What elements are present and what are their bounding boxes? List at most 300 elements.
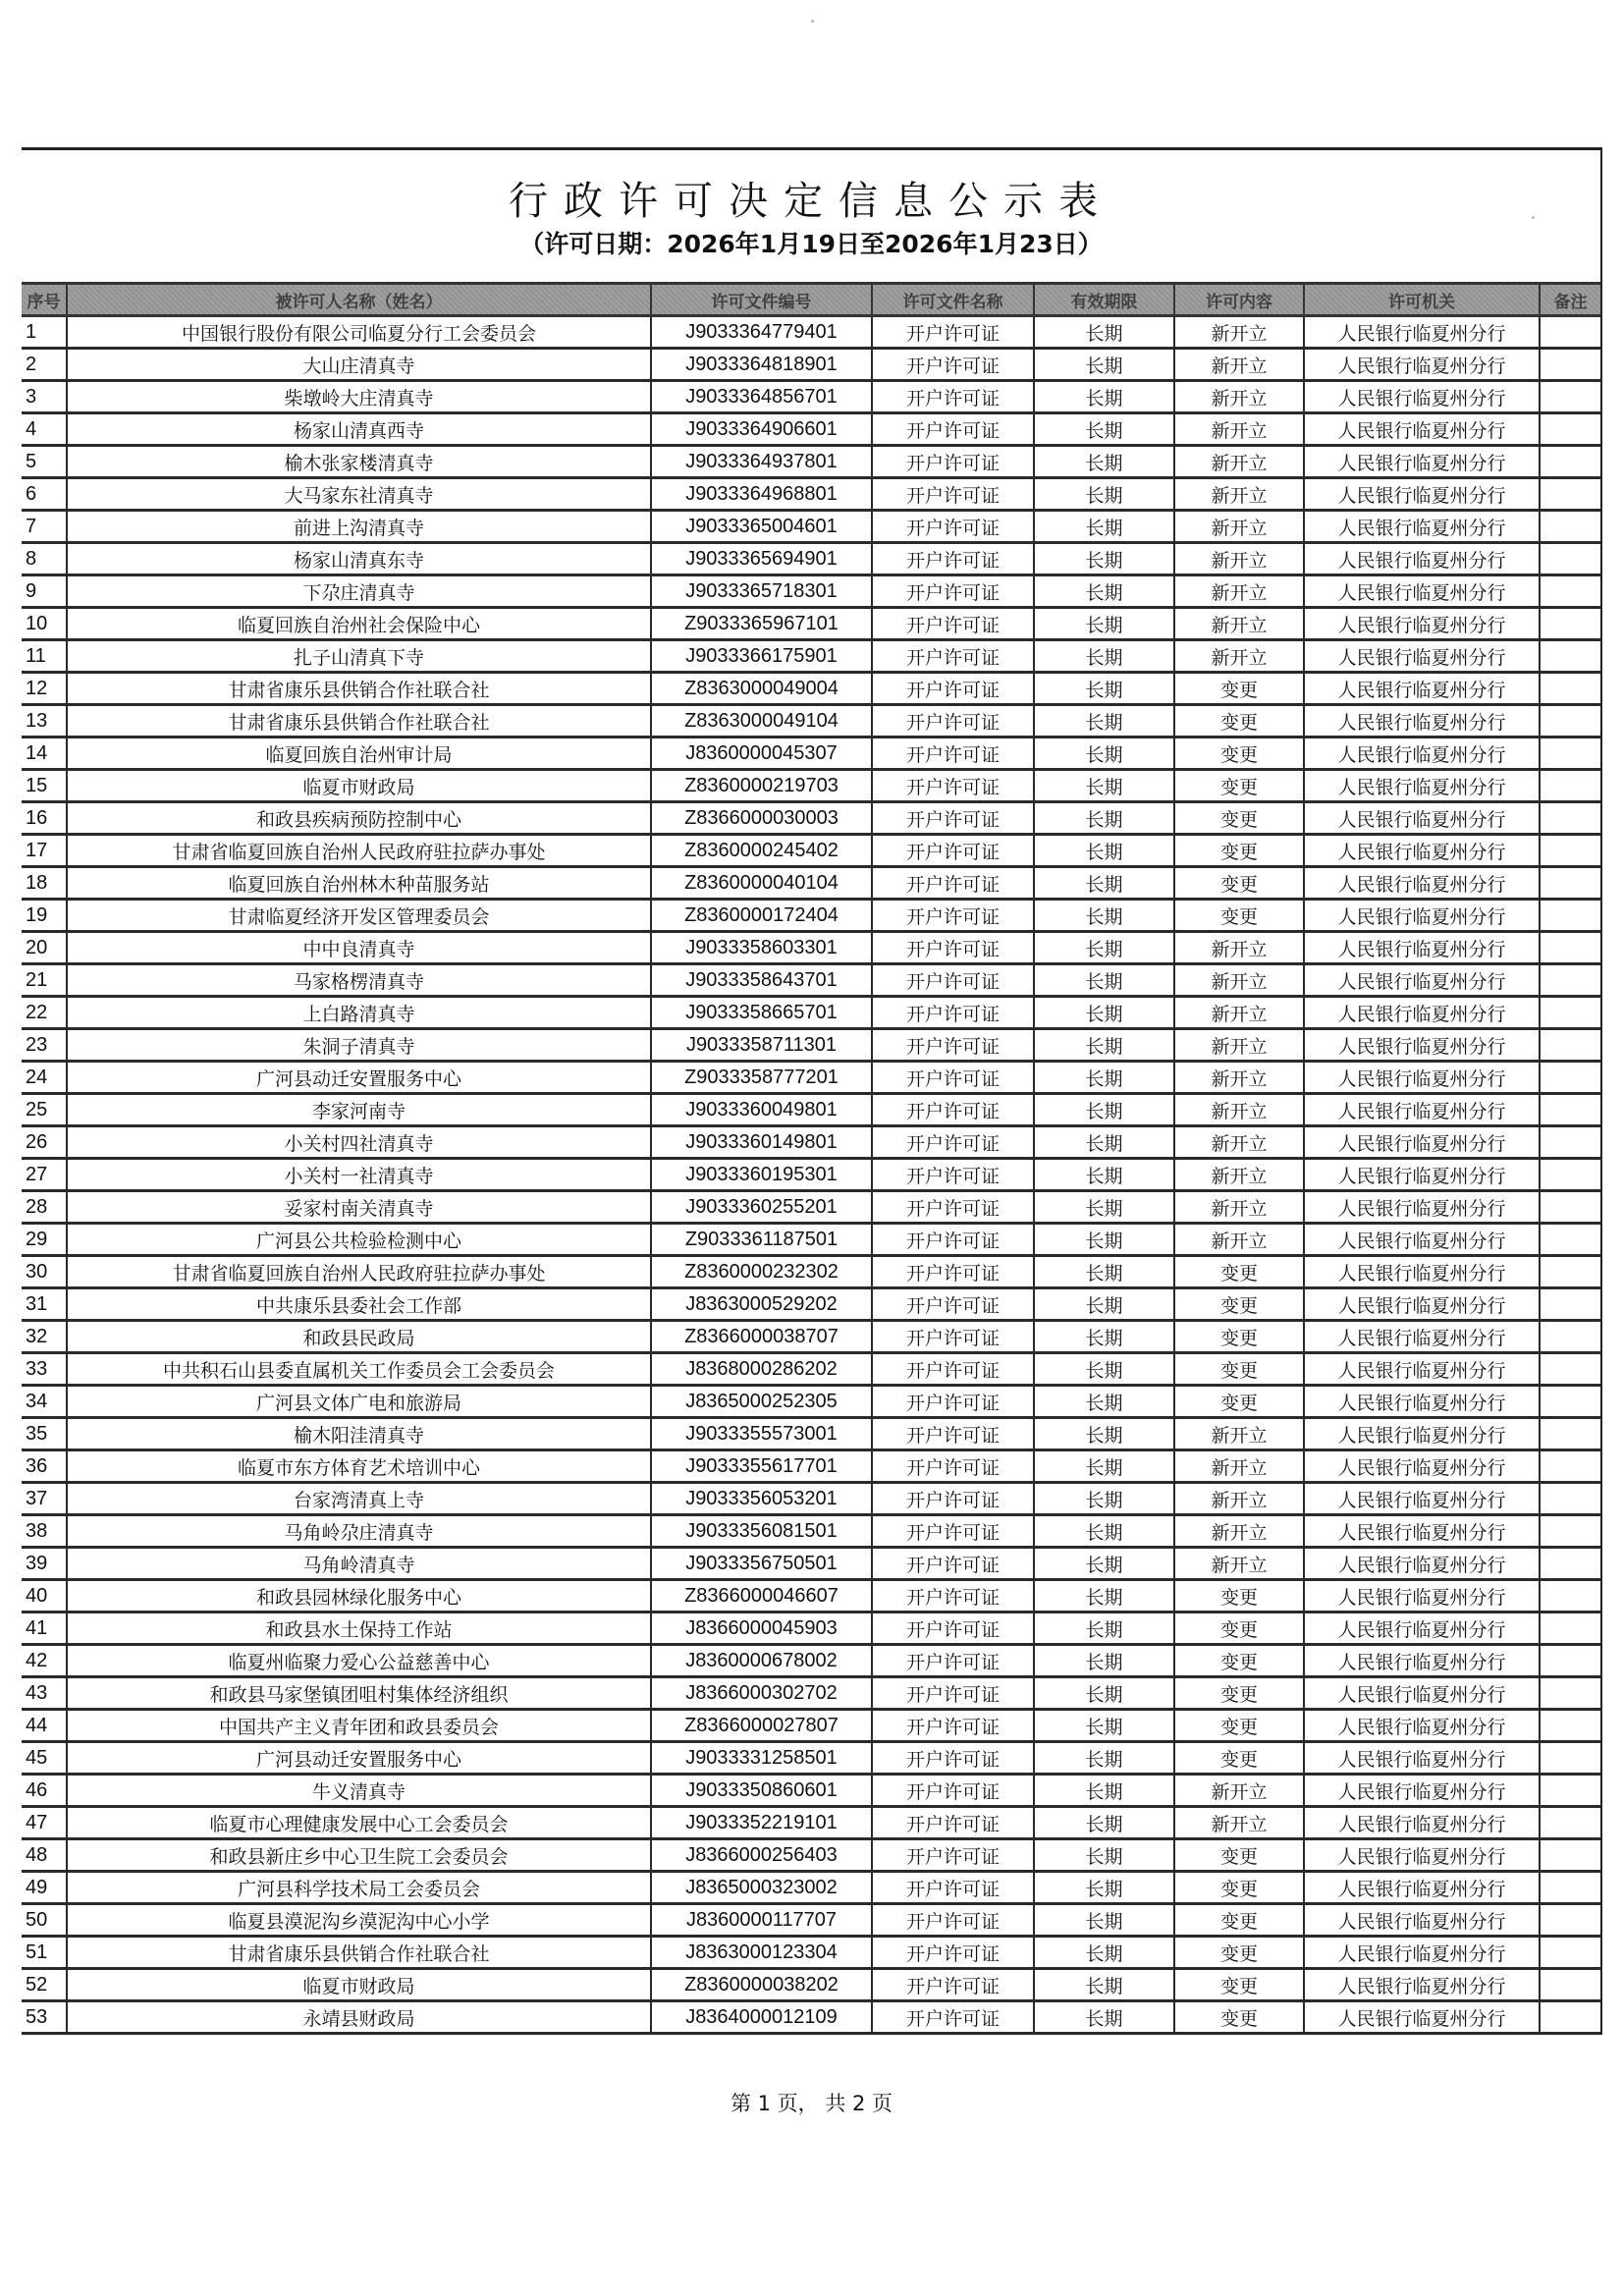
cell-serial: 43 bbox=[22, 1677, 67, 1710]
cell-permit-content: 变更 bbox=[1174, 770, 1304, 802]
cell-licensee-name: 临夏回族自治州林木种苗服务站 bbox=[67, 867, 651, 900]
cell-serial: 24 bbox=[22, 1062, 67, 1094]
cell-validity: 长期 bbox=[1034, 1288, 1174, 1321]
column-header-content: 许可内容 bbox=[1174, 284, 1304, 316]
cell-serial: 49 bbox=[22, 1872, 67, 1904]
cell-permit-number: J9033364779401 bbox=[651, 316, 872, 349]
cell-authority: 人民银行临夏州分行 bbox=[1304, 1872, 1540, 1904]
cell-permit-name: 开户许可证 bbox=[872, 413, 1034, 446]
cell-licensee-name: 中国银行股份有限公司临夏分行工会委员会 bbox=[67, 316, 651, 349]
cell-serial: 13 bbox=[22, 705, 67, 738]
cell-licensee-name: 和政县园林绿化服务中心 bbox=[67, 1580, 651, 1613]
cell-permit-content: 变更 bbox=[1174, 738, 1304, 770]
cell-permit-name: 开户许可证 bbox=[872, 1191, 1034, 1224]
cell-permit-content: 新开立 bbox=[1174, 543, 1304, 575]
cell-remark bbox=[1540, 770, 1600, 802]
cell-serial: 46 bbox=[22, 1775, 67, 1807]
cell-serial: 14 bbox=[22, 738, 67, 770]
cell-validity: 长期 bbox=[1034, 446, 1174, 478]
cell-permit-content: 新开立 bbox=[1174, 316, 1304, 349]
cell-permit-content: 变更 bbox=[1174, 835, 1304, 867]
cell-permit-number: J9033360195301 bbox=[651, 1159, 872, 1191]
cell-licensee-name: 广河县公共检验检测中心 bbox=[67, 1224, 651, 1256]
cell-permit-number: Z8360000245402 bbox=[651, 835, 872, 867]
cell-remark bbox=[1540, 1483, 1600, 1515]
cell-serial: 16 bbox=[22, 802, 67, 835]
column-header-remark: 备注 bbox=[1540, 284, 1600, 316]
cell-authority: 人民银行临夏州分行 bbox=[1304, 1613, 1540, 1645]
cell-licensee-name: 杨家山清真西寺 bbox=[67, 413, 651, 446]
table-row bbox=[22, 1062, 1600, 1094]
table-row bbox=[22, 1548, 1600, 1580]
cell-serial: 44 bbox=[22, 1710, 67, 1742]
cell-serial: 10 bbox=[22, 608, 67, 640]
cell-permit-name: 开户许可证 bbox=[872, 1062, 1034, 1094]
cell-permit-content: 新开立 bbox=[1174, 1483, 1304, 1515]
column-header-permit-name: 许可文件名称 bbox=[872, 284, 1034, 316]
cell-serial: 17 bbox=[22, 835, 67, 867]
cell-licensee-name: 上白路清真寺 bbox=[67, 997, 651, 1029]
cell-licensee-name: 临夏市心理健康发展中心工会委员会 bbox=[67, 1807, 651, 1839]
cell-serial: 11 bbox=[22, 640, 67, 673]
cell-validity: 长期 bbox=[1034, 997, 1174, 1029]
table-row bbox=[22, 640, 1600, 673]
cell-permit-name: 开户许可证 bbox=[872, 1288, 1034, 1321]
cell-remark bbox=[1540, 413, 1600, 446]
cell-permit-number: J9033350860601 bbox=[651, 1775, 872, 1807]
cell-authority: 人民银行临夏州分行 bbox=[1304, 932, 1540, 964]
table-row bbox=[22, 1288, 1600, 1321]
cell-serial: 31 bbox=[22, 1288, 67, 1321]
cell-permit-content: 新开立 bbox=[1174, 1029, 1304, 1062]
cell-remark bbox=[1540, 316, 1600, 349]
cell-remark bbox=[1540, 1515, 1600, 1548]
cell-serial: 22 bbox=[22, 997, 67, 1029]
table-row bbox=[22, 349, 1600, 381]
cell-serial: 21 bbox=[22, 964, 67, 997]
permit-date-range: （许可日期：2026年1月19日至2026年1月23日） bbox=[519, 230, 1103, 258]
cell-remark bbox=[1540, 1645, 1600, 1677]
cell-licensee-name: 大山庄清真寺 bbox=[67, 349, 651, 381]
cell-authority: 人民银行临夏州分行 bbox=[1304, 316, 1540, 349]
cell-validity: 长期 bbox=[1034, 1191, 1174, 1224]
cell-serial: 12 bbox=[22, 673, 67, 705]
cell-remark bbox=[1540, 1548, 1600, 1580]
column-header-serial: 序号 bbox=[22, 284, 67, 316]
cell-permit-number: Z8366000030003 bbox=[651, 802, 872, 835]
cell-permit-content: 变更 bbox=[1174, 1969, 1304, 2001]
cell-licensee-name: 甘肃省康乐县供销合作社联合社 bbox=[67, 1937, 651, 1969]
cell-authority: 人民银行临夏州分行 bbox=[1304, 608, 1540, 640]
cell-permit-name: 开户许可证 bbox=[872, 997, 1034, 1029]
cell-licensee-name: 小关村四社清真寺 bbox=[67, 1126, 651, 1159]
cell-serial: 48 bbox=[22, 1839, 67, 1872]
cell-permit-content: 新开立 bbox=[1174, 640, 1304, 673]
cell-permit-number: J9033364818901 bbox=[651, 349, 872, 381]
cell-permit-content: 新开立 bbox=[1174, 349, 1304, 381]
cell-permit-number: J8366000302702 bbox=[651, 1677, 872, 1710]
table-row bbox=[22, 705, 1600, 738]
cell-permit-name: 开户许可证 bbox=[872, 900, 1034, 932]
cell-permit-number: J8366000256403 bbox=[651, 1839, 872, 1872]
cell-permit-content: 新开立 bbox=[1174, 381, 1304, 413]
table-row bbox=[22, 1839, 1600, 1872]
cell-serial: 53 bbox=[22, 2001, 67, 2034]
cell-validity: 长期 bbox=[1034, 900, 1174, 932]
cell-licensee-name: 甘肃省康乐县供销合作社联合社 bbox=[67, 705, 651, 738]
table-row bbox=[22, 1353, 1600, 1386]
cell-validity: 长期 bbox=[1034, 1872, 1174, 1904]
cell-authority: 人民银行临夏州分行 bbox=[1304, 1450, 1540, 1483]
table-row bbox=[22, 1126, 1600, 1159]
table-row bbox=[22, 900, 1600, 932]
cell-licensee-name: 中共康乐县委社会工作部 bbox=[67, 1288, 651, 1321]
cell-permit-number: J9033365694901 bbox=[651, 543, 872, 575]
cell-remark bbox=[1540, 478, 1600, 511]
cell-permit-name: 开户许可证 bbox=[872, 1839, 1034, 1872]
cell-permit-number: J9033364968801 bbox=[651, 478, 872, 511]
cell-validity: 长期 bbox=[1034, 1029, 1174, 1062]
cell-validity: 长期 bbox=[1034, 1483, 1174, 1515]
cell-permit-content: 变更 bbox=[1174, 1613, 1304, 1645]
cell-serial: 3 bbox=[22, 381, 67, 413]
cell-permit-number: J8360000117707 bbox=[651, 1904, 872, 1937]
cell-authority: 人民银行临夏州分行 bbox=[1304, 900, 1540, 932]
cell-permit-number: Z8366000038707 bbox=[651, 1321, 872, 1353]
table-row bbox=[22, 478, 1600, 511]
cell-permit-number: J8366000045903 bbox=[651, 1613, 872, 1645]
cell-licensee-name: 甘肃省临夏回族自治州人民政府驻拉萨办事处 bbox=[67, 1256, 651, 1288]
cell-permit-content: 新开立 bbox=[1174, 446, 1304, 478]
cell-permit-name: 开户许可证 bbox=[872, 1645, 1034, 1677]
cell-remark bbox=[1540, 1256, 1600, 1288]
cell-remark bbox=[1540, 640, 1600, 673]
cell-licensee-name: 临夏回族自治州社会保险中心 bbox=[67, 608, 651, 640]
cell-remark bbox=[1540, 1191, 1600, 1224]
cell-remark bbox=[1540, 1353, 1600, 1386]
cell-serial: 38 bbox=[22, 1515, 67, 1548]
cell-licensee-name: 榆木张家楼清真寺 bbox=[67, 446, 651, 478]
cell-authority: 人民银行临夏州分行 bbox=[1304, 1839, 1540, 1872]
cell-licensee-name: 杨家山清真东寺 bbox=[67, 543, 651, 575]
table-row bbox=[22, 1775, 1600, 1807]
cell-remark bbox=[1540, 1126, 1600, 1159]
table-row bbox=[22, 1029, 1600, 1062]
cell-validity: 长期 bbox=[1034, 1645, 1174, 1677]
cell-serial: 34 bbox=[22, 1386, 67, 1418]
cell-permit-number: J8365000252305 bbox=[651, 1386, 872, 1418]
cell-remark bbox=[1540, 997, 1600, 1029]
cell-serial: 28 bbox=[22, 1191, 67, 1224]
cell-serial: 15 bbox=[22, 770, 67, 802]
cell-permit-name: 开户许可证 bbox=[872, 1613, 1034, 1645]
cell-licensee-name: 大马家东社清真寺 bbox=[67, 478, 651, 511]
cell-remark bbox=[1540, 511, 1600, 543]
table-row bbox=[22, 1418, 1600, 1450]
cell-validity: 长期 bbox=[1034, 1580, 1174, 1613]
cell-authority: 人民银行临夏州分行 bbox=[1304, 640, 1540, 673]
cell-permit-name: 开户许可证 bbox=[872, 1904, 1034, 1937]
cell-permit-content: 新开立 bbox=[1174, 478, 1304, 511]
table-row bbox=[22, 1580, 1600, 1613]
cell-remark bbox=[1540, 1288, 1600, 1321]
cell-licensee-name: 台家湾清真上寺 bbox=[67, 1483, 651, 1515]
cell-authority: 人民银行临夏州分行 bbox=[1304, 1483, 1540, 1515]
cell-serial: 37 bbox=[22, 1483, 67, 1515]
cell-remark bbox=[1540, 1062, 1600, 1094]
cell-serial: 7 bbox=[22, 511, 67, 543]
cell-permit-number: Z8360000038202 bbox=[651, 1969, 872, 2001]
cell-permit-number: Z9033358777201 bbox=[651, 1062, 872, 1094]
cell-authority: 人民银行临夏州分行 bbox=[1304, 802, 1540, 835]
cell-remark bbox=[1540, 575, 1600, 608]
table-row bbox=[22, 608, 1600, 640]
cell-permit-number: J9033356081501 bbox=[651, 1515, 872, 1548]
table-row bbox=[22, 1256, 1600, 1288]
cell-permit-content: 新开立 bbox=[1174, 1418, 1304, 1450]
cell-permit-number: J9033358665701 bbox=[651, 997, 872, 1029]
cell-serial: 23 bbox=[22, 1029, 67, 1062]
cell-remark bbox=[1540, 1580, 1600, 1613]
cell-remark bbox=[1540, 1710, 1600, 1742]
cell-validity: 长期 bbox=[1034, 1256, 1174, 1288]
table-row bbox=[22, 997, 1600, 1029]
cell-permit-content: 变更 bbox=[1174, 1321, 1304, 1353]
table-row bbox=[22, 1094, 1600, 1126]
table-row bbox=[22, 2001, 1600, 2034]
cell-authority: 人民银行临夏州分行 bbox=[1304, 1904, 1540, 1937]
table-row bbox=[22, 867, 1600, 900]
cell-authority: 人民银行临夏州分行 bbox=[1304, 1775, 1540, 1807]
cell-remark bbox=[1540, 1807, 1600, 1839]
cell-permit-number: J9033364856701 bbox=[651, 381, 872, 413]
cell-permit-name: 开户许可证 bbox=[872, 673, 1034, 705]
column-header-permit-number: 许可文件编号 bbox=[651, 284, 872, 316]
cell-validity: 长期 bbox=[1034, 2001, 1174, 2034]
cell-permit-name: 开户许可证 bbox=[872, 705, 1034, 738]
cell-validity: 长期 bbox=[1034, 511, 1174, 543]
cell-serial: 26 bbox=[22, 1126, 67, 1159]
cell-validity: 长期 bbox=[1034, 738, 1174, 770]
cell-authority: 人民银行临夏州分行 bbox=[1304, 1094, 1540, 1126]
cell-authority: 人民银行临夏州分行 bbox=[1304, 1807, 1540, 1839]
table-row bbox=[22, 575, 1600, 608]
cell-authority: 人民银行临夏州分行 bbox=[1304, 1224, 1540, 1256]
cell-licensee-name: 朱洞子清真寺 bbox=[67, 1029, 651, 1062]
cell-authority: 人民银行临夏州分行 bbox=[1304, 770, 1540, 802]
cell-permit-number: J9033356750501 bbox=[651, 1548, 872, 1580]
cell-remark bbox=[1540, 1613, 1600, 1645]
cell-validity: 长期 bbox=[1034, 705, 1174, 738]
cell-licensee-name: 临夏州临聚力爱心公益慈善中心 bbox=[67, 1645, 651, 1677]
cell-validity: 长期 bbox=[1034, 1418, 1174, 1450]
cell-authority: 人民银行临夏州分行 bbox=[1304, 543, 1540, 575]
cell-permit-content: 新开立 bbox=[1174, 1126, 1304, 1159]
cell-authority: 人民银行临夏州分行 bbox=[1304, 835, 1540, 867]
cell-authority: 人民银行临夏州分行 bbox=[1304, 1937, 1540, 1969]
table-row bbox=[22, 964, 1600, 997]
cell-permit-content: 变更 bbox=[1174, 900, 1304, 932]
cell-permit-name: 开户许可证 bbox=[872, 543, 1034, 575]
cell-serial: 9 bbox=[22, 575, 67, 608]
cell-authority: 人民银行临夏州分行 bbox=[1304, 964, 1540, 997]
cell-validity: 长期 bbox=[1034, 1807, 1174, 1839]
cell-permit-name: 开户许可证 bbox=[872, 316, 1034, 349]
cell-validity: 长期 bbox=[1034, 1094, 1174, 1126]
cell-permit-number: Z8363000049004 bbox=[651, 673, 872, 705]
cell-serial: 25 bbox=[22, 1094, 67, 1126]
column-header-licensee: 被许可人名称（姓名） bbox=[67, 284, 651, 316]
cell-licensee-name: 柴墩岭大庄清真寺 bbox=[67, 381, 651, 413]
cell-validity: 长期 bbox=[1034, 770, 1174, 802]
cell-permit-content: 新开立 bbox=[1174, 1450, 1304, 1483]
cell-remark bbox=[1540, 1094, 1600, 1126]
cell-remark bbox=[1540, 1159, 1600, 1191]
title-block bbox=[22, 150, 1600, 282]
cell-permit-content: 新开立 bbox=[1174, 932, 1304, 964]
cell-permit-content: 变更 bbox=[1174, 1256, 1304, 1288]
cell-permit-number: J8364000012109 bbox=[651, 2001, 872, 2034]
table-row bbox=[22, 1321, 1600, 1353]
cell-serial: 39 bbox=[22, 1548, 67, 1580]
cell-serial: 18 bbox=[22, 867, 67, 900]
table-row bbox=[22, 1677, 1600, 1710]
cell-remark bbox=[1540, 835, 1600, 867]
cell-validity: 长期 bbox=[1034, 1904, 1174, 1937]
cell-permit-content: 新开立 bbox=[1174, 964, 1304, 997]
cell-authority: 人民银行临夏州分行 bbox=[1304, 705, 1540, 738]
cell-permit-content: 新开立 bbox=[1174, 997, 1304, 1029]
cell-validity: 长期 bbox=[1034, 1613, 1174, 1645]
cell-permit-name: 开户许可证 bbox=[872, 1321, 1034, 1353]
table-row bbox=[22, 1807, 1600, 1839]
cell-licensee-name: 临夏市财政局 bbox=[67, 770, 651, 802]
cell-authority: 人民银行临夏州分行 bbox=[1304, 1062, 1540, 1094]
document-title: 行政许可决定信息公示表 bbox=[509, 179, 1113, 224]
cell-permit-name: 开户许可证 bbox=[872, 575, 1034, 608]
cell-serial: 29 bbox=[22, 1224, 67, 1256]
cell-validity: 长期 bbox=[1034, 1321, 1174, 1353]
cell-serial: 50 bbox=[22, 1904, 67, 1937]
cell-remark bbox=[1540, 1386, 1600, 1418]
cell-permit-content: 变更 bbox=[1174, 1288, 1304, 1321]
cell-authority: 人民银行临夏州分行 bbox=[1304, 1029, 1540, 1062]
cell-permit-number: J9033360049801 bbox=[651, 1094, 872, 1126]
table-row bbox=[22, 1969, 1600, 2001]
table-row bbox=[22, 1872, 1600, 1904]
cell-serial: 41 bbox=[22, 1613, 67, 1645]
cell-remark bbox=[1540, 705, 1600, 738]
cell-remark bbox=[1540, 964, 1600, 997]
cell-permit-number: J9033358711301 bbox=[651, 1029, 872, 1062]
cell-authority: 人民银行临夏州分行 bbox=[1304, 738, 1540, 770]
cell-licensee-name: 马角岭尕庄清真寺 bbox=[67, 1515, 651, 1548]
cell-licensee-name: 广河县动迁安置服务中心 bbox=[67, 1742, 651, 1775]
cell-licensee-name: 中国共产主义青年团和政县委员会 bbox=[67, 1710, 651, 1742]
cell-licensee-name: 广河县动迁安置服务中心 bbox=[67, 1062, 651, 1094]
cell-serial: 33 bbox=[22, 1353, 67, 1386]
table-row bbox=[22, 673, 1600, 705]
cell-remark bbox=[1540, 738, 1600, 770]
cell-authority: 人民银行临夏州分行 bbox=[1304, 478, 1540, 511]
cell-validity: 长期 bbox=[1034, 867, 1174, 900]
cell-licensee-name: 牛义清真寺 bbox=[67, 1775, 651, 1807]
cell-licensee-name: 妥家村南关清真寺 bbox=[67, 1191, 651, 1224]
cell-permit-name: 开户许可证 bbox=[872, 608, 1034, 640]
cell-permit-content: 新开立 bbox=[1174, 1807, 1304, 1839]
cell-licensee-name: 临夏回族自治州审计局 bbox=[67, 738, 651, 770]
cell-permit-content: 新开立 bbox=[1174, 1062, 1304, 1094]
cell-permit-content: 新开立 bbox=[1174, 1094, 1304, 1126]
cell-validity: 长期 bbox=[1034, 1710, 1174, 1742]
cell-validity: 长期 bbox=[1034, 381, 1174, 413]
cell-permit-number: Z9033365967101 bbox=[651, 608, 872, 640]
cell-authority: 人民银行临夏州分行 bbox=[1304, 1126, 1540, 1159]
cell-permit-name: 开户许可证 bbox=[872, 1094, 1034, 1126]
cell-permit-name: 开户许可证 bbox=[872, 2001, 1034, 2034]
cell-authority: 人民银行临夏州分行 bbox=[1304, 446, 1540, 478]
cell-permit-number: Z9033361187501 bbox=[651, 1224, 872, 1256]
cell-permit-content: 变更 bbox=[1174, 2001, 1304, 2034]
cell-permit-number: Z8366000046607 bbox=[651, 1580, 872, 1613]
cell-validity: 长期 bbox=[1034, 608, 1174, 640]
cell-permit-number: J9033360149801 bbox=[651, 1126, 872, 1159]
table-row bbox=[22, 932, 1600, 964]
cell-permit-content: 变更 bbox=[1174, 1839, 1304, 1872]
cell-authority: 人民银行临夏州分行 bbox=[1304, 575, 1540, 608]
cell-permit-name: 开户许可证 bbox=[872, 1515, 1034, 1548]
cell-remark bbox=[1540, 1872, 1600, 1904]
cell-permit-content: 变更 bbox=[1174, 705, 1304, 738]
cell-serial: 6 bbox=[22, 478, 67, 511]
cell-permit-number: J9033360255201 bbox=[651, 1191, 872, 1224]
cell-remark bbox=[1540, 1775, 1600, 1807]
cell-permit-name: 开户许可证 bbox=[872, 1548, 1034, 1580]
cell-permit-name: 开户许可证 bbox=[872, 511, 1034, 543]
cell-licensee-name: 中中良清真寺 bbox=[67, 932, 651, 964]
cell-licensee-name: 前进上沟清真寺 bbox=[67, 511, 651, 543]
cell-permit-name: 开户许可证 bbox=[872, 1386, 1034, 1418]
cell-permit-number: J8363000123304 bbox=[651, 1937, 872, 1969]
cell-authority: 人民银行临夏州分行 bbox=[1304, 1256, 1540, 1288]
cell-permit-content: 新开立 bbox=[1174, 1548, 1304, 1580]
cell-permit-name: 开户许可证 bbox=[872, 349, 1034, 381]
cell-serial: 20 bbox=[22, 932, 67, 964]
cell-validity: 长期 bbox=[1034, 413, 1174, 446]
cell-authority: 人民银行临夏州分行 bbox=[1304, 1710, 1540, 1742]
cell-serial: 36 bbox=[22, 1450, 67, 1483]
cell-authority: 人民银行临夏州分行 bbox=[1304, 413, 1540, 446]
cell-permit-name: 开户许可证 bbox=[872, 802, 1034, 835]
cell-permit-name: 开户许可证 bbox=[872, 835, 1034, 867]
cell-validity: 长期 bbox=[1034, 543, 1174, 575]
cell-permit-number: Z8360000219703 bbox=[651, 770, 872, 802]
cell-serial: 4 bbox=[22, 413, 67, 446]
cell-licensee-name: 扎子山清真下寺 bbox=[67, 640, 651, 673]
cell-licensee-name: 甘肃省康乐县供销合作社联合社 bbox=[67, 673, 651, 705]
cell-validity: 长期 bbox=[1034, 1515, 1174, 1548]
cell-validity: 长期 bbox=[1034, 1159, 1174, 1191]
table-row bbox=[22, 1613, 1600, 1645]
cell-licensee-name: 马家格楞清真寺 bbox=[67, 964, 651, 997]
cell-permit-name: 开户许可证 bbox=[872, 1126, 1034, 1159]
cell-authority: 人民银行临夏州分行 bbox=[1304, 349, 1540, 381]
cell-authority: 人民银行临夏州分行 bbox=[1304, 1288, 1540, 1321]
column-header-authority: 许可机关 bbox=[1304, 284, 1540, 316]
cell-licensee-name: 榆木阳洼清真寺 bbox=[67, 1418, 651, 1450]
column-header-validity: 有效期限 bbox=[1034, 284, 1174, 316]
cell-validity: 长期 bbox=[1034, 1969, 1174, 2001]
